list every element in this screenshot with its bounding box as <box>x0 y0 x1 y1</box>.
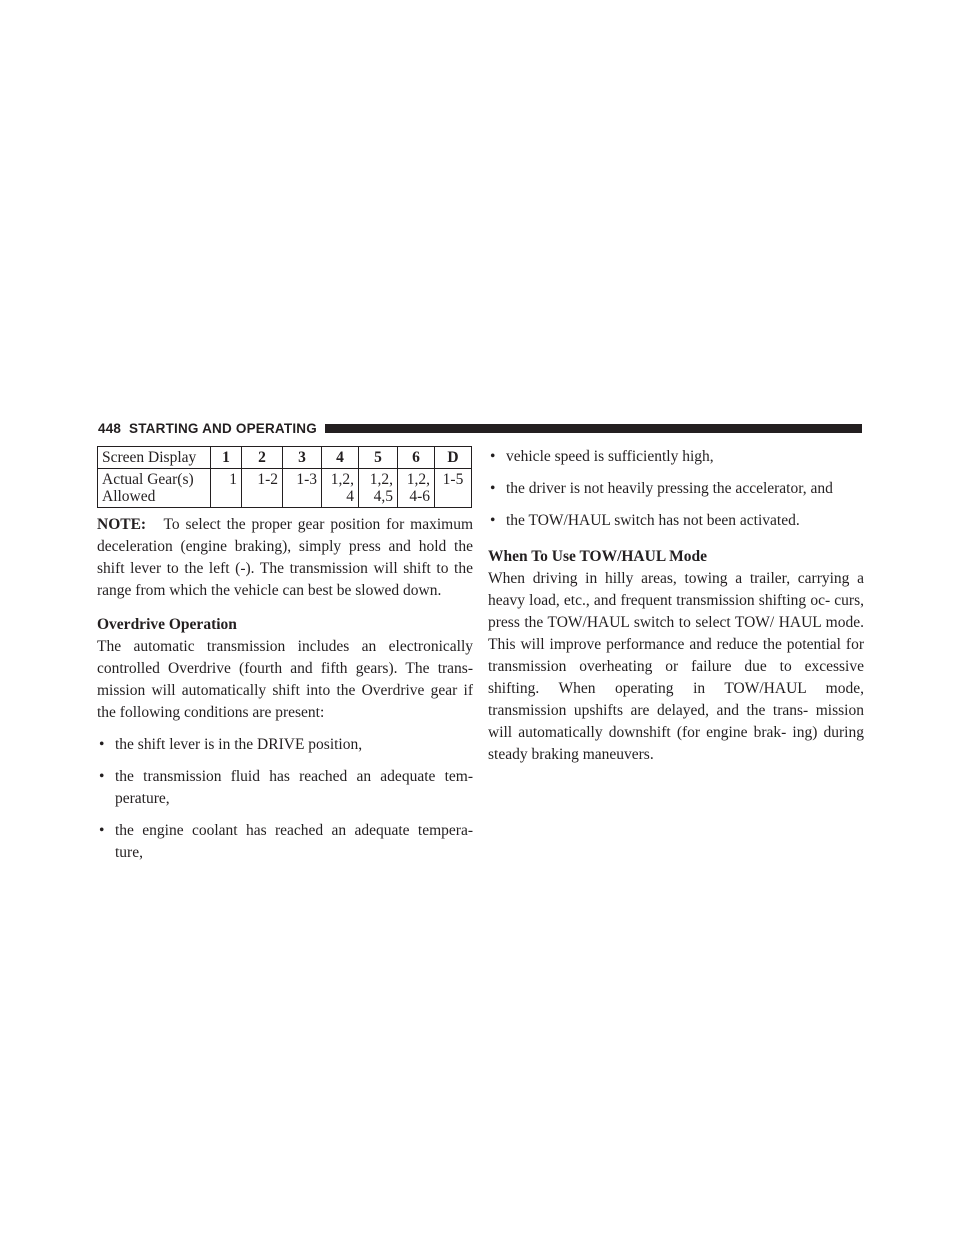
list-item <box>488 478 864 500</box>
table-cell <box>283 469 322 508</box>
section-title: STARTING AND OPERATING <box>129 420 317 436</box>
table-cell: 4 <box>322 447 359 469</box>
table-row <box>98 469 472 508</box>
cell-line: 1-5 <box>442 471 464 488</box>
cell-line: 4-6 <box>409 488 430 505</box>
right-column <box>488 446 864 776</box>
overdrive-intro: The automatic transmission includes an electronically controlled Overdrive (fourth and fifth gears). The trans- mission will automatically shift into the Overdrive gear if the following conditions are present: <box>97 638 473 721</box>
table-cell: 2 <box>242 447 283 469</box>
list-item-text: the driver is not heavily pressing the accelerator, and <box>506 480 833 497</box>
list-item <box>97 734 473 756</box>
overdrive-conditions-list-continued <box>488 446 864 532</box>
table-cell: 3 <box>283 447 322 469</box>
overdrive-heading: Overdrive Operation <box>97 616 237 633</box>
table-cell <box>398 469 435 508</box>
cell-line: Actual Gear(s) <box>102 471 194 488</box>
overdrive-conditions-list <box>97 734 473 864</box>
page-number: 448 <box>98 420 122 436</box>
table-cell <box>359 469 398 508</box>
cell-line: 1 <box>229 471 237 488</box>
tow-haul-paragraph: When driving in hilly areas, towing a trailer, carrying a heavy load, etc., and frequent transmission shifting oc- curs, press the TOW/HAUL switch to select TOW/ HAUL mode. This will improve performance and reduce the potential for transmission overheating or failure due to excessive shifting. When operating in TOW/HAUL mode, transmission upshifts are delayed, and the trans- mission will automatically downshift (for engine brak- ing) during steady braking maneuvers. <box>488 570 864 763</box>
list-item <box>488 510 864 532</box>
note-paragraph <box>97 514 473 602</box>
list-item-text: the transmission fluid has reached an adequate tem- perature, <box>115 768 473 807</box>
cell-line: 4,5 <box>373 488 393 505</box>
list-item <box>488 446 864 468</box>
list-item <box>97 766 473 810</box>
table-cell: Screen Display <box>98 447 211 469</box>
cell-line: 1,2, <box>330 471 354 488</box>
list-item-text: the shift lever is in the DRIVE position, <box>115 736 363 753</box>
table-cell: 6 <box>398 447 435 469</box>
tow-haul-heading: When To Use TOW/HAUL Mode <box>488 548 708 565</box>
note-text: To select the proper gear position for maximum deceleration (engine braking), simply press and hold the shift lever to the left (-). The transmission will shift to the range from which the vehicle can best be slowed down. <box>97 516 473 599</box>
note-label: NOTE: <box>97 516 147 533</box>
header-rule <box>325 424 862 433</box>
bullet-icon: • <box>490 480 496 497</box>
cell-line: 1-2 <box>257 471 278 488</box>
table-cell <box>98 469 211 508</box>
bullet-icon: • <box>99 768 105 785</box>
table-cell: D <box>435 447 472 469</box>
page-header <box>98 418 862 438</box>
table-cell <box>322 469 359 508</box>
table-row <box>98 447 472 469</box>
bullet-icon: • <box>490 512 496 529</box>
cell-line: 4 <box>346 488 354 505</box>
list-item-text: the engine coolant has reached an adequate tempera- ture, <box>115 822 473 861</box>
left-column <box>97 514 473 874</box>
page-header-text <box>98 421 325 436</box>
list-item <box>97 820 473 864</box>
cell-line: Allowed <box>102 488 156 505</box>
bullet-icon: • <box>490 448 496 465</box>
bullet-icon: • <box>99 822 105 839</box>
bullet-icon: • <box>99 736 105 753</box>
table-cell <box>242 469 283 508</box>
list-item-text: the TOW/HAUL switch has not been activated. <box>506 512 800 529</box>
table-cell <box>435 469 472 508</box>
cell-line: 1-3 <box>296 471 317 488</box>
table-cell: 1 <box>211 447 242 469</box>
cell-line: 1,2, <box>406 471 430 488</box>
gear-table <box>97 446 472 508</box>
table-cell: 5 <box>359 447 398 469</box>
table-cell <box>211 469 242 508</box>
list-item-text: vehicle speed is sufficiently high, <box>506 448 714 465</box>
cell-line: 1,2, <box>369 471 393 488</box>
